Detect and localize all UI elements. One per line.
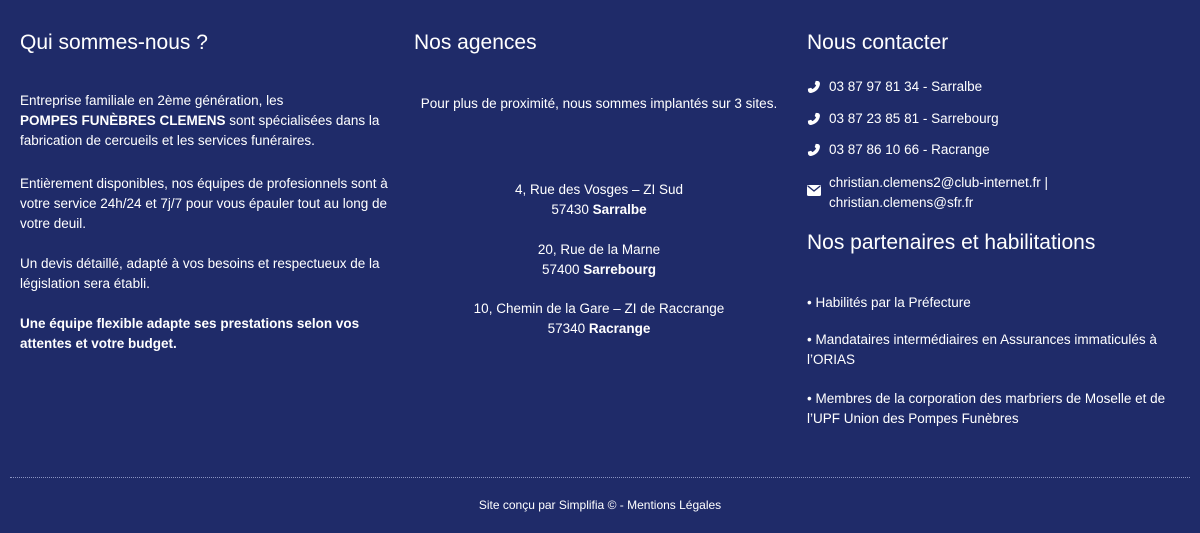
partner-item: • Habilités par la Préfecture: [807, 295, 971, 310]
about-p1-rest: sont spécialisées dans la fabrication de cercueils et les services funéraires.: [20, 113, 380, 148]
phone-icon: [807, 109, 829, 126]
email-text[interactable]: [829, 173, 1048, 213]
email-link-1[interactable]: christian.clemens2@club-internet.fr |: [829, 175, 1049, 190]
partners-title: Nos partenaires et habilitations: [807, 231, 1096, 254]
phone-icon: [807, 77, 829, 94]
agencies-intro: Pour plus de proximité, nous sommes implantés sur 3 sites.: [420, 96, 778, 111]
partner-item: • Membres de la corporation des marbriers de Moselle et de l’UPF Union des Pompes Funèbres: [807, 391, 1166, 426]
about-p1-text: Entreprise familiale en 2ème génération, les: [20, 93, 284, 108]
agency-zip: 57400: [541, 262, 584, 277]
about-paragraph-1: [20, 91, 392, 151]
contact-email[interactable]: [807, 173, 1048, 213]
contact-title: Nous contacter: [807, 31, 949, 54]
agency-item: [414, 180, 784, 220]
envelope-icon: [807, 173, 829, 196]
agency-street: 10, Chemin de la Gare – ZI de Raccrange: [473, 301, 725, 316]
footer-credit: Site conçu par Simplifia ©: [478, 498, 617, 512]
phone-link[interactable]: 03 87 97 81 34 - Sarralbe: [829, 79, 983, 94]
phone-icon: [807, 140, 829, 157]
agency-street: 20, Rue de la Marne: [537, 242, 661, 257]
about-paragraph-4: Une équipe flexible adapte ses prestations selon vos attentes et votre budget.: [20, 316, 360, 351]
agency-item: [414, 240, 784, 280]
agency-zip: 57340: [547, 321, 589, 336]
contact-phone-racrange[interactable]: [807, 140, 990, 160]
site-footer: [0, 498, 1200, 512]
partner-item: • Mandataires intermédiaires en Assurances immaticulés à l’ORIAS: [807, 332, 1157, 367]
agencies-title: Nos agences: [414, 31, 537, 54]
phone-link[interactable]: 03 87 23 85 81 - Sarrebourg: [829, 111, 999, 126]
about-paragraph-3: Un devis détaillé, adapté à vos besoins et respectueux de la législation sera établi.: [20, 256, 380, 291]
agency-city: Racrange: [588, 321, 651, 336]
footer-divider: [10, 477, 1190, 478]
about-paragraph-2: Entièrement disponibles, nos équipes de profesionnels sont à votre service 24h/24 et 7j/7 pour vous épauler tout au long de votre deuil.: [20, 176, 388, 231]
agency-city: Sarrebourg: [583, 262, 657, 277]
about-title: Qui sommes-nous ?: [20, 31, 208, 54]
email-link-2[interactable]: christian.clemens@sfr.fr: [829, 195, 974, 210]
agency-zip: 57430: [551, 202, 593, 217]
phone-link[interactable]: 03 87 86 10 66 - Racrange: [829, 142, 990, 157]
agency-street: 4, Rue des Vosges – ZI Sud: [514, 182, 684, 197]
company-name: POMPES FUNÈBRES CLEMENS: [20, 113, 226, 128]
agency-city: Sarralbe: [592, 202, 647, 217]
footer-separator: -: [616, 498, 628, 512]
agency-item: [414, 299, 784, 339]
contact-phone-sarrebourg[interactable]: [807, 109, 999, 129]
contact-phone-sarralbe[interactable]: [807, 77, 982, 97]
legal-notice-link[interactable]: Mentions Légales: [627, 498, 722, 512]
